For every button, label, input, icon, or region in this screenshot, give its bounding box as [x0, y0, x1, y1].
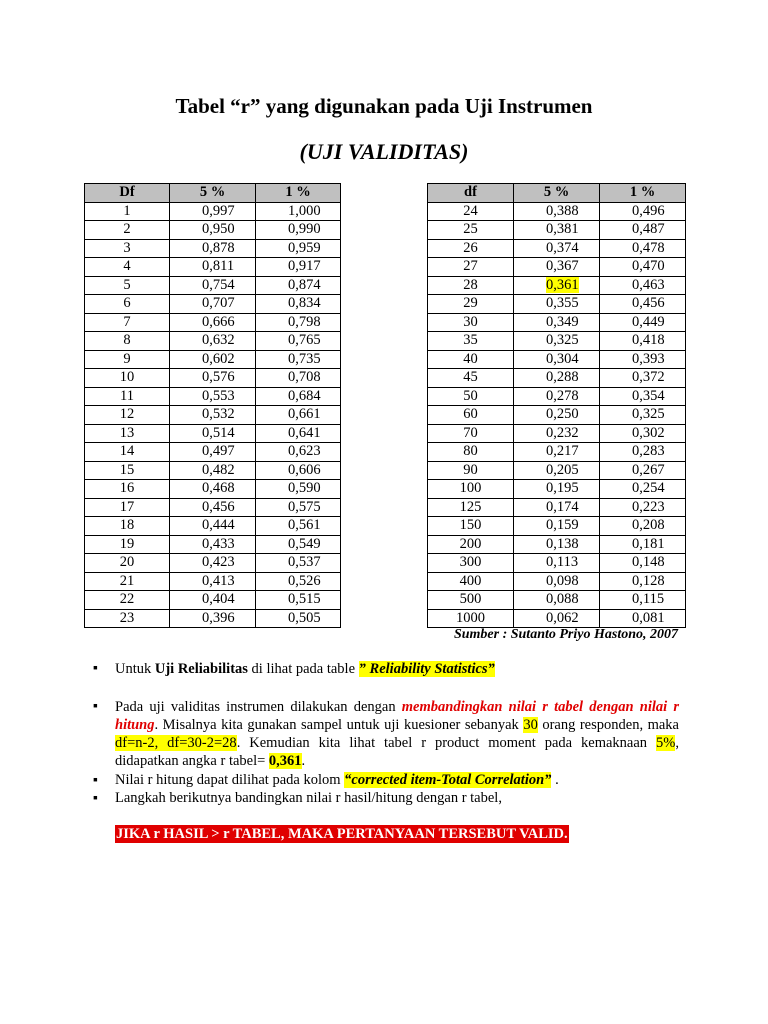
cell-1-percent: 0,148 [600, 554, 686, 573]
cell-1-percent: 0,590 [256, 480, 341, 499]
cell-1-percent: 0,561 [256, 517, 341, 536]
cell-df: 1 [85, 202, 170, 221]
text: Untuk [115, 661, 155, 677]
cell-df: 11 [85, 387, 170, 406]
highlight-5-percent: 5% [656, 735, 676, 751]
table-row [428, 406, 686, 425]
table-row [428, 554, 686, 573]
cell-1-percent: 0,684 [256, 387, 341, 406]
cell-5-percent: 0,632 [170, 332, 256, 351]
cell-1-percent: 0,515 [256, 591, 341, 610]
cell-df: 30 [428, 313, 514, 332]
text: orang responden, maka [537, 717, 679, 733]
table-row [428, 258, 686, 277]
table-row [428, 369, 686, 388]
cell-df: 45 [428, 369, 514, 388]
conclusion-banner: JIKA r HASIL > r TABEL, MAKA PERTANYAAN TERSEBUT VALID. [116, 826, 568, 842]
cell-5-percent: 0,304 [514, 350, 600, 369]
cell-1-percent: 0,798 [256, 313, 341, 332]
header-1-percent: 1 % [256, 184, 341, 203]
cell-1-percent: 0,302 [600, 424, 686, 443]
table-row [428, 332, 686, 351]
table-row [85, 480, 341, 499]
table-row [428, 535, 686, 554]
cell-5-percent: 0,388 [514, 202, 600, 221]
cell-df: 70 [428, 424, 514, 443]
r-table-right [427, 183, 686, 628]
cell-1-percent: 0,505 [256, 609, 341, 628]
cell-5-percent: 0,754 [170, 276, 256, 295]
cell-1-percent: 0,283 [600, 443, 686, 462]
cell-5-percent: 0,707 [170, 295, 256, 314]
table-header-row [428, 184, 686, 203]
highlight-30: 30 [523, 717, 538, 733]
table-row [85, 461, 341, 480]
text-red-emphasis: membandingkan nilai r tabel dengan nilai r hitung [115, 699, 679, 733]
table-header-row [85, 184, 341, 203]
text: . [301, 753, 306, 769]
cell-5-percent: 0,381 [514, 221, 600, 240]
cell-1-percent: 0,208 [600, 517, 686, 536]
text: Pada uji validitas instrumen dilakukan dengan [115, 699, 402, 715]
table-row [85, 572, 341, 591]
bullet-item-compare [115, 789, 679, 807]
cell-5-percent: 0,433 [170, 535, 256, 554]
cell-1-percent: 0,708 [256, 369, 341, 388]
cell-1-percent: 0,917 [256, 258, 341, 277]
header-df: Df [85, 184, 170, 203]
bullet-item-reliability [115, 660, 679, 678]
cell-1-percent: 0,623 [256, 443, 341, 462]
table-row [85, 517, 341, 536]
cell-5-percent: 0,098 [514, 572, 600, 591]
table-row [428, 276, 686, 295]
table-row [428, 313, 686, 332]
table-row [428, 517, 686, 536]
cell-1-percent: 0,128 [600, 572, 686, 591]
table-row [428, 443, 686, 462]
cell-df: 35 [428, 332, 514, 351]
table-row [85, 332, 341, 351]
cell-5-percent [514, 276, 600, 295]
cell-5-percent: 0,553 [170, 387, 256, 406]
cell-1-percent: 0,470 [600, 258, 686, 277]
header-5-percent: 5 % [514, 184, 600, 203]
cell-5-percent: 0,444 [170, 517, 256, 536]
cell-1-percent: 0,354 [600, 387, 686, 406]
cell-df: 3 [85, 239, 170, 258]
cell-df: 125 [428, 498, 514, 517]
cell-df: 21 [85, 572, 170, 591]
table-row [428, 424, 686, 443]
cell-1-percent: 0,487 [600, 221, 686, 240]
cell-1-percent: 0,181 [600, 535, 686, 554]
cell-df: 18 [85, 517, 170, 536]
cell-5-percent: 0,413 [170, 572, 256, 591]
cell-1-percent: 0,735 [256, 350, 341, 369]
cell-5-percent: 0,374 [514, 239, 600, 258]
cell-df: 12 [85, 406, 170, 425]
cell-df: 4 [85, 258, 170, 277]
table-row [428, 202, 686, 221]
cell-df: 400 [428, 572, 514, 591]
page-title: Tabel “r” yang digunakan pada Uji Instrumen [175, 94, 593, 118]
cell-5-percent: 0,250 [514, 406, 600, 425]
table-row [85, 369, 341, 388]
cell-df: 40 [428, 350, 514, 369]
cell-1-percent: 0,463 [600, 276, 686, 295]
table-row [85, 276, 341, 295]
cell-5-percent: 0,602 [170, 350, 256, 369]
cell-5-percent: 0,396 [170, 609, 256, 628]
bullet-marker: ▪ [93, 661, 98, 676]
cell-1-percent: 0,496 [600, 202, 686, 221]
table-row [85, 350, 341, 369]
cell-df: 1000 [428, 609, 514, 628]
cell-df: 2 [85, 221, 170, 240]
cell-5-percent: 0,288 [514, 369, 600, 388]
cell-5-percent: 0,355 [514, 295, 600, 314]
cell-1-percent: 0,526 [256, 572, 341, 591]
cell-1-percent: 0,081 [600, 609, 686, 628]
cell-df: 6 [85, 295, 170, 314]
table-row [85, 202, 341, 221]
cell-1-percent: 0,641 [256, 424, 341, 443]
table-row [85, 424, 341, 443]
cell-1-percent: 0,661 [256, 406, 341, 425]
cell-5-percent: 0,997 [170, 202, 256, 221]
text: . [551, 772, 559, 788]
cell-5-percent: 0,349 [514, 313, 600, 332]
cell-5-percent: 0,497 [170, 443, 256, 462]
cell-1-percent: 0,874 [256, 276, 341, 295]
cell-df: 19 [85, 535, 170, 554]
cell-df: 13 [85, 424, 170, 443]
cell-df: 9 [85, 350, 170, 369]
table-row [428, 239, 686, 258]
cell-5-percent: 0,576 [170, 369, 256, 388]
cell-5-percent: 0,278 [514, 387, 600, 406]
cell-5-percent: 0,195 [514, 480, 600, 499]
cell-df: 300 [428, 554, 514, 573]
bullet-item-validity [115, 698, 679, 770]
header-5-percent: 5 % [170, 184, 256, 203]
text: . Kemudian kita lihat tabel r product moment pada kemaknaan [236, 735, 657, 751]
highlighted-value: 0,361 [546, 276, 579, 293]
cell-df: 20 [85, 554, 170, 573]
cell-1-percent: 0,418 [600, 332, 686, 351]
text: Nilai r hitung dapat dilihat pada kolom [115, 772, 345, 788]
cell-df: 500 [428, 591, 514, 610]
table-row [85, 554, 341, 573]
table-row [428, 387, 686, 406]
cell-df: 26 [428, 239, 514, 258]
cell-df: 80 [428, 443, 514, 462]
cell-df: 16 [85, 480, 170, 499]
cell-5-percent: 0,456 [170, 498, 256, 517]
cell-5-percent: 0,088 [514, 591, 600, 610]
cell-5-percent: 0,950 [170, 221, 256, 240]
cell-1-percent: 0,990 [256, 221, 341, 240]
table-row [428, 295, 686, 314]
bullet-marker: ▪ [93, 773, 98, 788]
highlight-corrected-item: “corrected item-Total Correlation” [344, 772, 552, 788]
table-row [85, 239, 341, 258]
source-citation: Sumber : Sutanto Priyo Hastono, 2007 [453, 627, 678, 642]
cell-1-percent: 0,449 [600, 313, 686, 332]
cell-5-percent: 0,138 [514, 535, 600, 554]
text: Langkah berikutnya bandingkan nilai r hasil/hitung dengan r tabel, [115, 790, 502, 806]
cell-df: 29 [428, 295, 514, 314]
cell-1-percent: 0,606 [256, 461, 341, 480]
bullet-item-r-hitung [115, 771, 679, 789]
cell-5-percent: 0,325 [514, 332, 600, 351]
cell-df: 24 [428, 202, 514, 221]
cell-1-percent: 0,537 [256, 554, 341, 573]
cell-5-percent: 0,423 [170, 554, 256, 573]
cell-5-percent: 0,232 [514, 424, 600, 443]
table-row [85, 609, 341, 628]
text-bold: Uji Reliabilitas [154, 661, 248, 677]
cell-1-percent: 0,959 [256, 239, 341, 258]
table-row [85, 535, 341, 554]
cell-df: 22 [85, 591, 170, 610]
r-table-left [84, 183, 341, 628]
page-subtitle: (UJI VALIDITAS) [299, 139, 469, 164]
cell-5-percent: 0,468 [170, 480, 256, 499]
table-row [428, 480, 686, 499]
cell-5-percent: 0,159 [514, 517, 600, 536]
table-row [85, 313, 341, 332]
cell-df: 5 [85, 276, 170, 295]
cell-1-percent: 1,000 [256, 202, 341, 221]
table-row [85, 387, 341, 406]
text: . Misalnya kita gunakan sampel untuk uji kuesioner sebanyak [154, 717, 524, 733]
cell-1-percent: 0,254 [600, 480, 686, 499]
cell-5-percent: 0,113 [514, 554, 600, 573]
header-1-percent: 1 % [600, 184, 686, 203]
table-row [428, 498, 686, 517]
cell-1-percent: 0,834 [256, 295, 341, 314]
cell-1-percent: 0,549 [256, 535, 341, 554]
cell-df: 50 [428, 387, 514, 406]
cell-5-percent: 0,404 [170, 591, 256, 610]
cell-5-percent: 0,878 [170, 239, 256, 258]
cell-5-percent: 0,514 [170, 424, 256, 443]
cell-df: 8 [85, 332, 170, 351]
table-row [85, 221, 341, 240]
cell-df: 10 [85, 369, 170, 388]
cell-df: 27 [428, 258, 514, 277]
text: di lihat pada table [247, 661, 359, 677]
table-row [85, 443, 341, 462]
table-row [428, 609, 686, 628]
cell-5-percent: 0,367 [514, 258, 600, 277]
cell-df: 100 [428, 480, 514, 499]
cell-df: 7 [85, 313, 170, 332]
table-row [85, 591, 341, 610]
cell-5-percent: 0,217 [514, 443, 600, 462]
cell-5-percent: 0,532 [170, 406, 256, 425]
cell-1-percent: 0,478 [600, 239, 686, 258]
table-row [428, 350, 686, 369]
cell-1-percent: 0,456 [600, 295, 686, 314]
cell-5-percent: 0,666 [170, 313, 256, 332]
table-row [85, 406, 341, 425]
text: , didapatkan angka r tabel= [115, 735, 679, 769]
cell-df: 28 [428, 276, 514, 295]
bullet-marker: ▪ [93, 791, 98, 806]
cell-1-percent: 0,115 [600, 591, 686, 610]
table-row [85, 258, 341, 277]
table-row [428, 591, 686, 610]
cell-5-percent: 0,482 [170, 461, 256, 480]
cell-1-percent: 0,325 [600, 406, 686, 425]
cell-df: 25 [428, 221, 514, 240]
cell-5-percent: 0,811 [170, 258, 256, 277]
highlight-r-table-value: 0,361 [268, 753, 302, 769]
cell-1-percent: 0,267 [600, 461, 686, 480]
cell-df: 150 [428, 517, 514, 536]
bullet-marker: ▪ [93, 699, 98, 714]
cell-df: 17 [85, 498, 170, 517]
cell-1-percent: 0,575 [256, 498, 341, 517]
cell-1-percent: 0,765 [256, 332, 341, 351]
table-row [428, 461, 686, 480]
cell-1-percent: 0,393 [600, 350, 686, 369]
table-row [85, 498, 341, 517]
cell-5-percent: 0,174 [514, 498, 600, 517]
cell-5-percent: 0,062 [514, 609, 600, 628]
cell-df: 15 [85, 461, 170, 480]
table-row [428, 221, 686, 240]
table-row [85, 295, 341, 314]
cell-1-percent: 0,372 [600, 369, 686, 388]
cell-df: 23 [85, 609, 170, 628]
highlight-df-formula: df=n-2, df=30-2=28 [115, 735, 237, 751]
cell-1-percent: 0,223 [600, 498, 686, 517]
header-df: df [428, 184, 514, 203]
cell-df: 60 [428, 406, 514, 425]
table-row [428, 572, 686, 591]
highlight-reliability-statistics: ” Reliability Statistics” [358, 661, 495, 677]
cell-5-percent: 0,205 [514, 461, 600, 480]
cell-df: 200 [428, 535, 514, 554]
cell-df: 90 [428, 461, 514, 480]
cell-df: 14 [85, 443, 170, 462]
